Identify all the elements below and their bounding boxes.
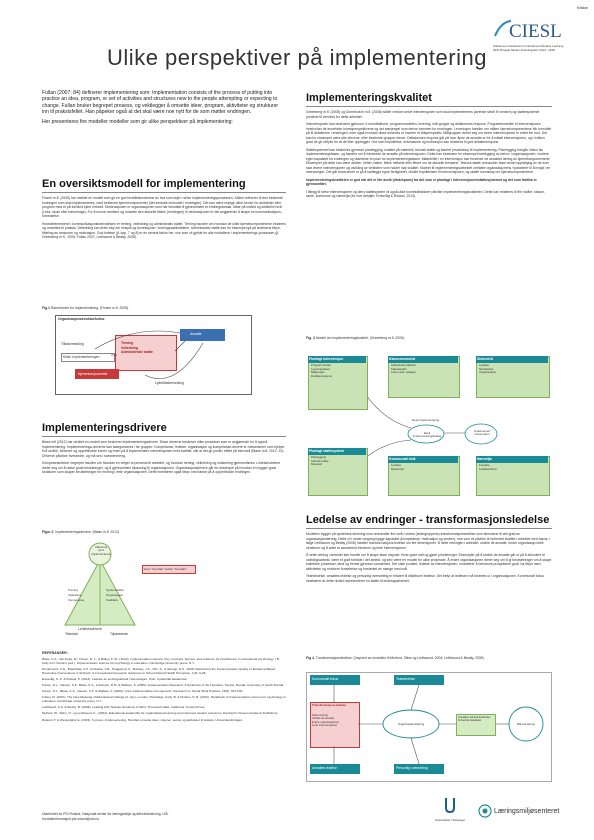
intro-p2: Her presenteres fire modeller modeller som gir ulike perspektiver på implementering: xyxy=(42,118,233,125)
sec2-rule xyxy=(42,436,286,437)
fig3-school-items xyxy=(479,364,496,375)
fig3-sup-item: Materiell xyxy=(311,462,322,467)
references xyxy=(42,652,286,725)
sec3-rule xyxy=(306,106,552,107)
fig3-plan-item: Levering/doser xyxy=(311,366,331,371)
fig3-sup-items xyxy=(311,456,329,467)
fig4-ans: Ansattes arbeid/ Endrede/ forbedret kapasitet xyxy=(456,714,496,736)
sec3-p4: Implementeringskvaliteten er god når det er lite avvik (diskrepans) fra det som er planlagt i intervensjonen/støttesystemet og det som faktisk er gjennomført. xyxy=(306,177,537,186)
fig3-neigh: Nærmiljø xyxy=(476,456,548,463)
sec1-p2: Hovedelementene i kommunikasjonsforbindelsen er trening, veiledning og administrativ støtte. Trening handler om hvordan de ulike kjernekomponentene innlæres og omsettes til praksis. Veiledning kan dreie seg om innspill og korreksjoner i treningssaktivitetene. Administrativ støtte kan for eksempel gå på ledelsens tilsyn, tildeling av ressurser og motivasjon. God ledelse (jf. kap. 7 og 8) er en sentral faktor her, noe som vil gjelde for alle modellene i implementerings-prosessen (jf. Greenberg m.fl., 2005; Fullan 2007; Leithwood & Beatty, 2008). xyxy=(42,221,286,239)
sec4-p1: Modellen bygger på systemisk tenkning som omhandler fire nivå: Leders (ledergruppens) transformasjonsledelse som stimulerer til økt grad av organisasjonslæring. Dette vil i neste omgang bygge kapasitet (kompetanse, motivasjon og verdier), noe som vil påvirke til forbedret kvalitet i arbeidet med barna. I følge Leithwood og Beatty (2008) handler transformasjons-ledelse om fire dimensjoner: Å sette retningen i arbeidet, utvikle de ansatte, endre organisasjo-nelle strukturer og å sette et samarbeid fremmes og lede intervensjonen. xyxy=(306,532,551,550)
fig4-trans-item: Lede intervensjonen xyxy=(312,723,338,728)
ref-item: Domitrovich, C.E., Bradshaw, C.P., Poduska, J.M., Hoagwood, K., Buckley, J.A., Olin, S., & Ialongo, N.S., 2008. Maximizing the Implementation Quality of Evidence-Based Preventive Interventions in Schools: A Conceptual Framework. Advances in School Mental Health Promotion, 1(3), 6-28. xyxy=(42,667,276,675)
fig4-pers: Personlig oversetting xyxy=(394,764,444,774)
fig2-tech: Tekniske xyxy=(65,632,79,636)
fig1-ansatte: Ansatte xyxy=(190,332,202,336)
sec2-p1: Blase mfl (2012) har utviklet en modell som beskriver implementeringsdrivere. Disse driverne beskriver ulike prosesser som er avgjørende for å oppnå implementering. Implementerings-driverne kan kategoriseres i tre grupper: Kompetanse, ledelse, organisasjon og kompetanse-drivere er mekanismer som hjelper til å utvikle, forbedre og opprettholde evnen og troen på å implementere intervensjonen med kvalitet, slik at det gir positiv effekt på elevnivå (Blase m.fl. 2012: 22). Driverne påvirker hverandre, og må ses i sammenheng. xyxy=(42,440,285,458)
fig3-ctx-items xyxy=(391,364,416,375)
fig2-diagram xyxy=(60,540,210,640)
fig3-sup: Planlagt støttesystem xyxy=(308,448,366,455)
fig3-plan-item: Programmodell xyxy=(311,363,331,367)
fig3-plan-items xyxy=(311,364,332,378)
fig4-trans-item: Endre organisasjonen xyxy=(312,719,340,724)
ref-item: Fixsen, D.L., Blase, K.A., Naoom, S.F. & Wallace, F. (2009). Core Implementation Components. Research on Social Work Practice, 19(5), 531-540. xyxy=(42,689,244,694)
lm-text: Læringsmiljøsenteret xyxy=(494,807,560,815)
logo-sub2: NFR Prosjekt Skolen forskningsfelt, 2014 - 2018. xyxy=(493,47,556,52)
sec3-heading: Implementeringskvalitet xyxy=(306,92,432,104)
sec4-rule xyxy=(306,528,552,529)
fig2-right-2: Fasilitativ xyxy=(106,598,119,602)
ref-item: Leithwood, K.A. & Beatty, B. (2008). Leading with Teacher Emotions in Mind. Thousand Oaks, California: Corwin Press. xyxy=(42,705,206,710)
sec3-p1: Greenberg m.fl. (2005) og Domitrovich m.fl. (2008) skiller mellom selve intervensjonen som skal implementeres (øverste sirkel til venstre) og støttesystemet (nederst til venstre) for dette arbeidet. xyxy=(306,110,540,119)
fig2-left xyxy=(68,588,84,603)
fig2-left-0: Trening xyxy=(68,588,78,592)
fig4-team: Teamledelse xyxy=(394,675,444,685)
fig3-school-item: Skolekultur xyxy=(479,366,494,371)
fig2-right-0: Systemstøttet xyxy=(106,588,124,592)
sec2-body xyxy=(42,440,286,475)
intro xyxy=(42,90,286,125)
fig3-impl-ut: Implementert intervensjon xyxy=(473,429,491,437)
fig2-top: Utkomme God Implementering xyxy=(91,545,111,556)
fig1-middle: Trening Veiledning Administrativ støtte xyxy=(121,341,153,354)
fig1-tilbake: Tilbakemelding xyxy=(61,342,84,346)
fig4-org: Organisasjonslæring xyxy=(397,722,425,726)
fig4-caption xyxy=(306,656,552,661)
sec4-p2: Å sette retning i arbeidet kan handle om å skape klare visjoner, finne gode mål og gjøre prioriteringer. Eksempler på å utvikle de ansatte går ut på å stimulere til utviklingsarbeid, være et godt forbilde i det arbeid, og selv være en modell for ulike prosesser. Å endre organisasjonen dreier seg om å gi forutsetninger om å skape kollektive prosesser, først og fremst gjennom samarbeid. Det siste punktet, ledelse av intervensjonen, innebærer å bemanne prosjektene godt, ha tilsyn med aktiviteten og motivere fortsettelse og forsterket av mange med mål. xyxy=(306,553,552,571)
fig4-trans: Transformasjons-ledelse xyxy=(312,703,347,707)
ref-item: Fullan, M. (2007). The New Meaning of Educational Change (4. utg.). London: Routledge. Kelly, B. & Perkins, D. B. (2012). Handbook of Implementation science for psychology in education. Cambridge university press. N.Y. xyxy=(42,695,286,704)
fig3-ctx-item: Individuelle faktorer xyxy=(391,363,417,367)
fig2-right-1: Organisasjon xyxy=(106,593,124,597)
sec3-p5: I tillegg til selve intervensjonen og dens støttesystem vil også ulike kontekstfaktorer påvirke implementeringskvaliteten. Dette kan relateres til fire nivåer: klasse, skole, kommune og nærmiljø (for mer detaljer: Ertesvåg & Roland, 2013). xyxy=(306,189,545,198)
fig4-barn: Barnas læring xyxy=(517,722,535,726)
fig3-comm-item: Ledelse xyxy=(391,463,402,467)
lm-logo-icon xyxy=(478,804,492,818)
uis-name: Universitetet i Stavanger xyxy=(434,818,466,822)
sec1-heading: En oversiktsmodell for implementering xyxy=(42,178,246,190)
sec1-p1: Fixsen m.fl. (2005) har utviklet en modell som gir en god forståelsesramme av hva som skjer i selve implementeringsprosessen. Kilden refererer til den bestemte endringen som skal implementeres, med bestemte kjernekomponenter (det sentrale innholdet i endringen). Det kan være mange ulike former for aktiviteter eller program med et på forhånd kjent innhold. Destinasjonen er organisasjonen som har besluttet å gjennomføre et endringsforsøk, både på individ og kollektivt nivå (f.eks. skole eller barnehage). For å kunne overføre og omsette den aktuelle kilden (endringen) til destinasjonen er det avgjørende å skape en kommunikasjons-forbindelse. xyxy=(42,196,283,218)
fig2-arrow: Hvor "hvordan" kobler "hvordan" xyxy=(142,565,196,574)
fig1-kilde: Kilde: Implementeringen xyxy=(61,353,115,362)
fig2-lead: Ledelsesdrivere xyxy=(78,627,102,631)
fig3-ctx-item: Klassekultur xyxy=(391,366,407,371)
fig1-kjerne: Kjernekomponenter xyxy=(78,372,108,376)
footer-l1: Utarbeidet av PSI Roland, Nasjonalt senter for læringsmiljø og atferdsforskning, UiS. xyxy=(42,812,169,816)
fig3-plan: Planlagt intervensjon xyxy=(308,356,366,363)
fig3-sup-item: Planlegging xyxy=(311,455,327,459)
intro-p1: Fullan (2007: 84) definerer implementering som: Implementation consists of the process of putting into practice an idea, program, or set of activities and structures new to the people attempting or expecting to change. Fullan bruker begrepet prosess, og vektlegger å omsette ideer, program, aktiviteter og strukturer inn til praksisfeltet. Han påpeker også at det skal være noe nytt for de som møtter endringen. xyxy=(42,90,279,116)
fig3-label: Fig. 3 xyxy=(306,336,315,340)
fig4-caption-text: Transformasjonsledelse. (Inspirert av modellen til Mulford, Silins og Leithwood, 2004; Leithwood & Beatty, 2008). xyxy=(315,656,485,660)
fig2-left-2: Kompetanse xyxy=(68,598,85,602)
fig2-label: Figur 2. xyxy=(42,530,55,534)
sec1-body xyxy=(42,196,286,240)
fig3-ctx: Klasseromsnivå xyxy=(388,356,458,363)
fig3-neigh-items xyxy=(479,464,497,471)
fig4-trans-item: Sette retning xyxy=(312,713,328,717)
fig2-caption xyxy=(42,530,119,535)
ref-item: Mulford, W., Silins, H., og Leithwood, K., (2004). Educational leadership for organisational learning and improved student outcomes. Dordrecht: Kluwer Academic Publishers. xyxy=(42,711,279,716)
fig3-ctx-item: Lærer-elev relasjon xyxy=(391,370,416,375)
ciesl-logo-icon xyxy=(493,18,563,40)
fig4-label: Fig 4. xyxy=(306,656,315,660)
ref-item: Blase, K.A., Van Dyke, M., Fixsen, D. L., & Bailey, F. W. ( 2012). Implementation science: Key concepts, themes, and evidence for practitioners in educational psychology. I B. Kelly & D. Perkins (red.), Implementation science for psychology in education. Cambridge University press. N.Y. xyxy=(42,657,280,665)
fig1-low: Lyttetilbakemelding xyxy=(155,381,184,385)
fig1-diagram xyxy=(55,315,255,395)
sec4-heading: Ledelse av endringer - transformasjonsledelse xyxy=(306,514,550,526)
ref-item: Roland, P. & Westergård, E. (2015). In press. Implementering. Hvordan omsette ideer, visjoner, teorier og aktiviteter til praksis. Universitetsforlaget. xyxy=(42,717,243,722)
fig3-comm-item: Ressurser xyxy=(391,466,405,471)
fig3-diagram xyxy=(306,348,552,498)
sec2-p2: Kompetansedriver begrepet handler om hvordan en velger ut personal til arbeidet, og hvordan trening, veiledning og evaluering gjennomføres. Ledelsesdrivere dreier seg om å utøve gode beslutninger, og å gjennomføre tilpasning til organisasjonen. Organisasjonsdrivere går for eksempel på hvordan en bygger gode strukturer som skaper forutsetninger for endring i hele organisasjonen. Dette innebærer også tilsyn med tanke på å opprettholde endringen. xyxy=(42,461,281,474)
fig2-right xyxy=(106,588,124,603)
fig4-komm: Kommunalt fokus xyxy=(310,675,360,685)
fig3-school-item: Ledelse xyxy=(479,363,490,367)
sec3-p3: Støttesystemet kan beskrives gjennom planlegging, kvalitet på materiell, teknisk støtte og klarhet (readiness) til implementering. Planlegging foregår i tiden før implementeringsfasen, og handler om å forberede de ansatte på intervensjonen. Dette kan innebære for eksempel kartlegging av behov i organisasjonen, vurdere egen kapasitet for endringen og utarbeide en plan for implementeringsfasen. Materiellet i en intervensjon kan forsterke de ansattes læring av kjernekomponentene. Eksempler på dette kan være artikler, hefter, bøker, felles nettside eller filmer om de aktuelle temaene. Teknisk støtte omhandler blant annet oppfølging av de som skal levere intervensjonen og utvikling av veiledere som holder høy kvalitet. Klarhet til implementeringsarbeidet omfatter organisasjonens «parathet» til å inngå i en intervensjon. Det går blant annet ut på å kartlegge egne ferdigheter, utvikle forpliktelsen til intervensjonen, og skaffe kunnskap om kjernekomponentene. xyxy=(306,147,551,174)
fig3-neigh-item: Foreldre xyxy=(479,463,490,467)
fig4-trans-item: Utvikle de ansatte xyxy=(312,716,335,721)
uis-logo-icon xyxy=(443,796,457,814)
sec2-heading: Implementeringsdrivere xyxy=(42,422,167,434)
footer-left xyxy=(42,812,169,821)
fig1-caption xyxy=(42,306,129,311)
logo-text: CIESL xyxy=(509,21,562,40)
fig4-ansl: Ansattes ledelse xyxy=(310,764,360,774)
fig3-real: Reell implementering xyxy=(412,418,440,422)
fig3-comm: Kommunalt nivå xyxy=(388,456,458,463)
fig1-label: Fig.1 xyxy=(42,306,50,310)
fig3-plan-item: Deltakerrespons xyxy=(311,373,333,378)
fig3-real2: Reelt implementeringsbidrag xyxy=(413,431,442,439)
fig3-plan-item: Målgruppe xyxy=(311,370,325,375)
fig3-comm-items xyxy=(391,464,404,471)
fig2-adapt: Tilpassende xyxy=(110,632,129,636)
logo-sub1: Classroom Interactions for Enhanced Student Learning xyxy=(493,44,564,48)
fig3-caption xyxy=(306,336,405,341)
fig3-school: Skolenivå xyxy=(476,356,548,363)
refs-heading: REFERANSER: xyxy=(42,651,68,655)
uis-logo xyxy=(430,796,470,822)
sec3-body xyxy=(306,110,552,199)
ref-item: Fixsen, D.L., Naoom, S.F., Blase, K.A., Friedman, R.M. & Wallace, F. (2005). Implementation Research: A Synthesis of the Literature. Tampa, Florida: University of South Florida. xyxy=(42,683,285,688)
fig2-caption-text: Implementeringsdrivere. (Blase m.fl. 2012) xyxy=(55,530,120,534)
fig3-caption-text: Modell om implementeringskvalitet. (Greenberg m.fl. 2005). xyxy=(315,336,405,340)
fig3-school-item: Organisasjon xyxy=(479,370,497,375)
ref-item: Ertesvåg, S. K. & Roland, P. (2013). Ledelse av endringsarbeid i barnehagen. Oslo: Gyldendal akademisk. xyxy=(42,677,188,682)
sec3-p2: Intervensjonen kan beskrives gjennom 4 hovedfaktorer: programmodellen, levering, mål-gruppe og deltakernes respons. Programmodellen til intervensjonen inneholder de teoretiske hovedperspektivene og det særpreget som denne rammen for endringen. Leveringen handler om måten kjernekomponentene blir formidlet på til deltakerne i endringen, men også hvordan disse dosenes ut imonter et tidsperspektiv. Målgruppen dreier seg om hvem intervensjonen er rettet inn mot. Det kan for eksempel være alle elevene, eller bestemte grupper elever. Deltakernes respons går på hvor åpne de ansatte er for å initialt intervensjonen, og i hvilken grad de gir uttrykk for at de liker opplegget. Ord som forpliktelse, entusiasme og motivasjon kan relateres til god deltakerrespons. xyxy=(306,122,552,144)
sec4-p3: Teamledelse, ansattes ledelse og personlig oversetting er relatert til distribuert ledelse. Det betyr at ledelsen må fordeles ut i organisasjonen. Kommunalt fokus innebærer at dette nivået representerer en støtte til endringsarbeidet. xyxy=(306,574,544,583)
corner-label: Kristian xyxy=(576,6,588,10)
lm-logo xyxy=(478,804,559,818)
sec1-rule xyxy=(42,192,286,193)
fig4-diagram xyxy=(306,672,552,782)
fig3-sup-item: Teknisk støtte xyxy=(311,458,329,463)
fig1-caption-text: Rammeverk for implementering. (Fixsen m.fl. 2005). xyxy=(50,306,130,310)
fig3-neigh-item: Lokalsamfunn xyxy=(479,466,497,471)
page-title: Ulike perspektiver på implementering xyxy=(107,45,487,70)
fig2-left-1: Veiledning xyxy=(68,593,82,597)
sec4-body xyxy=(306,532,552,583)
fig1-arrows xyxy=(55,315,250,393)
footer-l2: Kontaktinformasjon:psi.roland@uis.no xyxy=(42,816,100,821)
fig1-outer-label: Organisasjonsstruktur/kultur xyxy=(58,317,105,321)
